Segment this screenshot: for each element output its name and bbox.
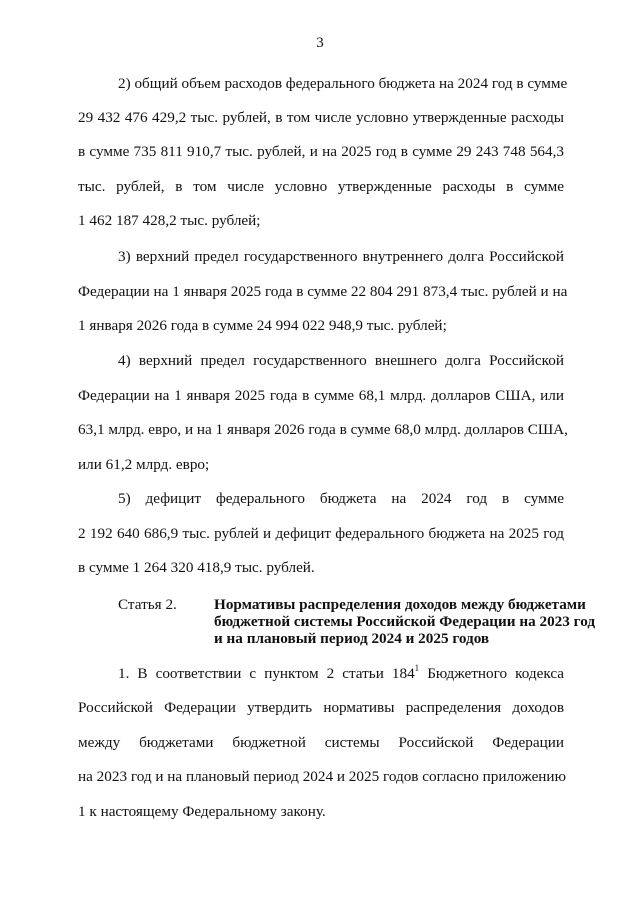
para1-line-3: между бюджетами бюджетной системы Российской Федерации bbox=[78, 734, 564, 751]
item4-line-4: или 61,2 млрд. евро; bbox=[78, 456, 210, 473]
item2-line-2: 29 432 476 429,2 тыс. рублей, в том числе условно утвержденные расходы bbox=[78, 109, 564, 126]
para1-line-1-end: Бюджетного кодекса bbox=[419, 665, 564, 682]
para1-line-1 bbox=[118, 662, 564, 683]
item4-line-3: 63,1 млрд. евро, и на 1 января 2026 года в сумме 68,0 млрд. долларов США, bbox=[78, 421, 568, 438]
footnote-superscript: 1 bbox=[414, 662, 420, 673]
item4-line-2: Федерации на 1 января 2025 года в сумме 68,1 млрд. долларов США, или bbox=[78, 387, 564, 404]
item4-line-1: 4) верхний предел государственного внешнего долга Российской bbox=[118, 352, 564, 369]
item3-line-1: 3) верхний предел государственного внутреннего долга Российской bbox=[118, 248, 564, 265]
item5-line-3: в сумме 1 264 320 418,9 тыс. рублей. bbox=[78, 559, 315, 576]
item2-line-5: 1 462 187 428,2 тыс. рублей; bbox=[78, 212, 261, 229]
para1-line-2: Российской Федерации утвердить нормативы распределения доходов bbox=[78, 699, 564, 716]
para1-line-4: на 2023 год и на плановый период 2024 и 2025 годов согласно приложению bbox=[78, 768, 566, 785]
item2-line-4: тыс. рублей, в том числе условно утвержденные расходы в сумме bbox=[78, 178, 564, 195]
item2-line-3: в сумме 735 811 910,7 тыс. рублей, и на 2025 год в сумме 29 243 748 564,3 bbox=[78, 143, 564, 160]
item3-line-3: 1 января 2026 года в сумме 24 994 022 948,9 тыс. рублей; bbox=[78, 317, 447, 334]
article-title-line-3: и на плановый период 2024 и 2025 годов bbox=[214, 630, 490, 647]
item5-line-1: 5) дефицит федерального бюджета на 2024 год в сумме bbox=[118, 490, 564, 507]
article-label: Статья 2. bbox=[118, 596, 177, 613]
page-number: 3 bbox=[316, 35, 324, 51]
article-title-line-1: Нормативы распределения доходов между бюджетами bbox=[214, 596, 586, 613]
item5-line-2: 2 192 640 686,9 тыс. рублей и дефицит федерального бюджета на 2025 год bbox=[78, 525, 564, 542]
item3-line-2: Федерации на 1 января 2025 года в сумме 22 804 291 873,4 тыс. рублей и на bbox=[78, 283, 568, 300]
item2-line-1: 2) общий объем расходов федерального бюджета на 2024 год в сумме bbox=[118, 75, 568, 92]
para1-line-5: 1 к настоящему Федеральному закону. bbox=[78, 803, 326, 820]
article-title-line-2: бюджетной системы Российской Федерации на 2023 год bbox=[214, 613, 596, 630]
para1-line-1-start: 1. В соответствии с пунктом 2 статьи 184 bbox=[118, 665, 415, 682]
